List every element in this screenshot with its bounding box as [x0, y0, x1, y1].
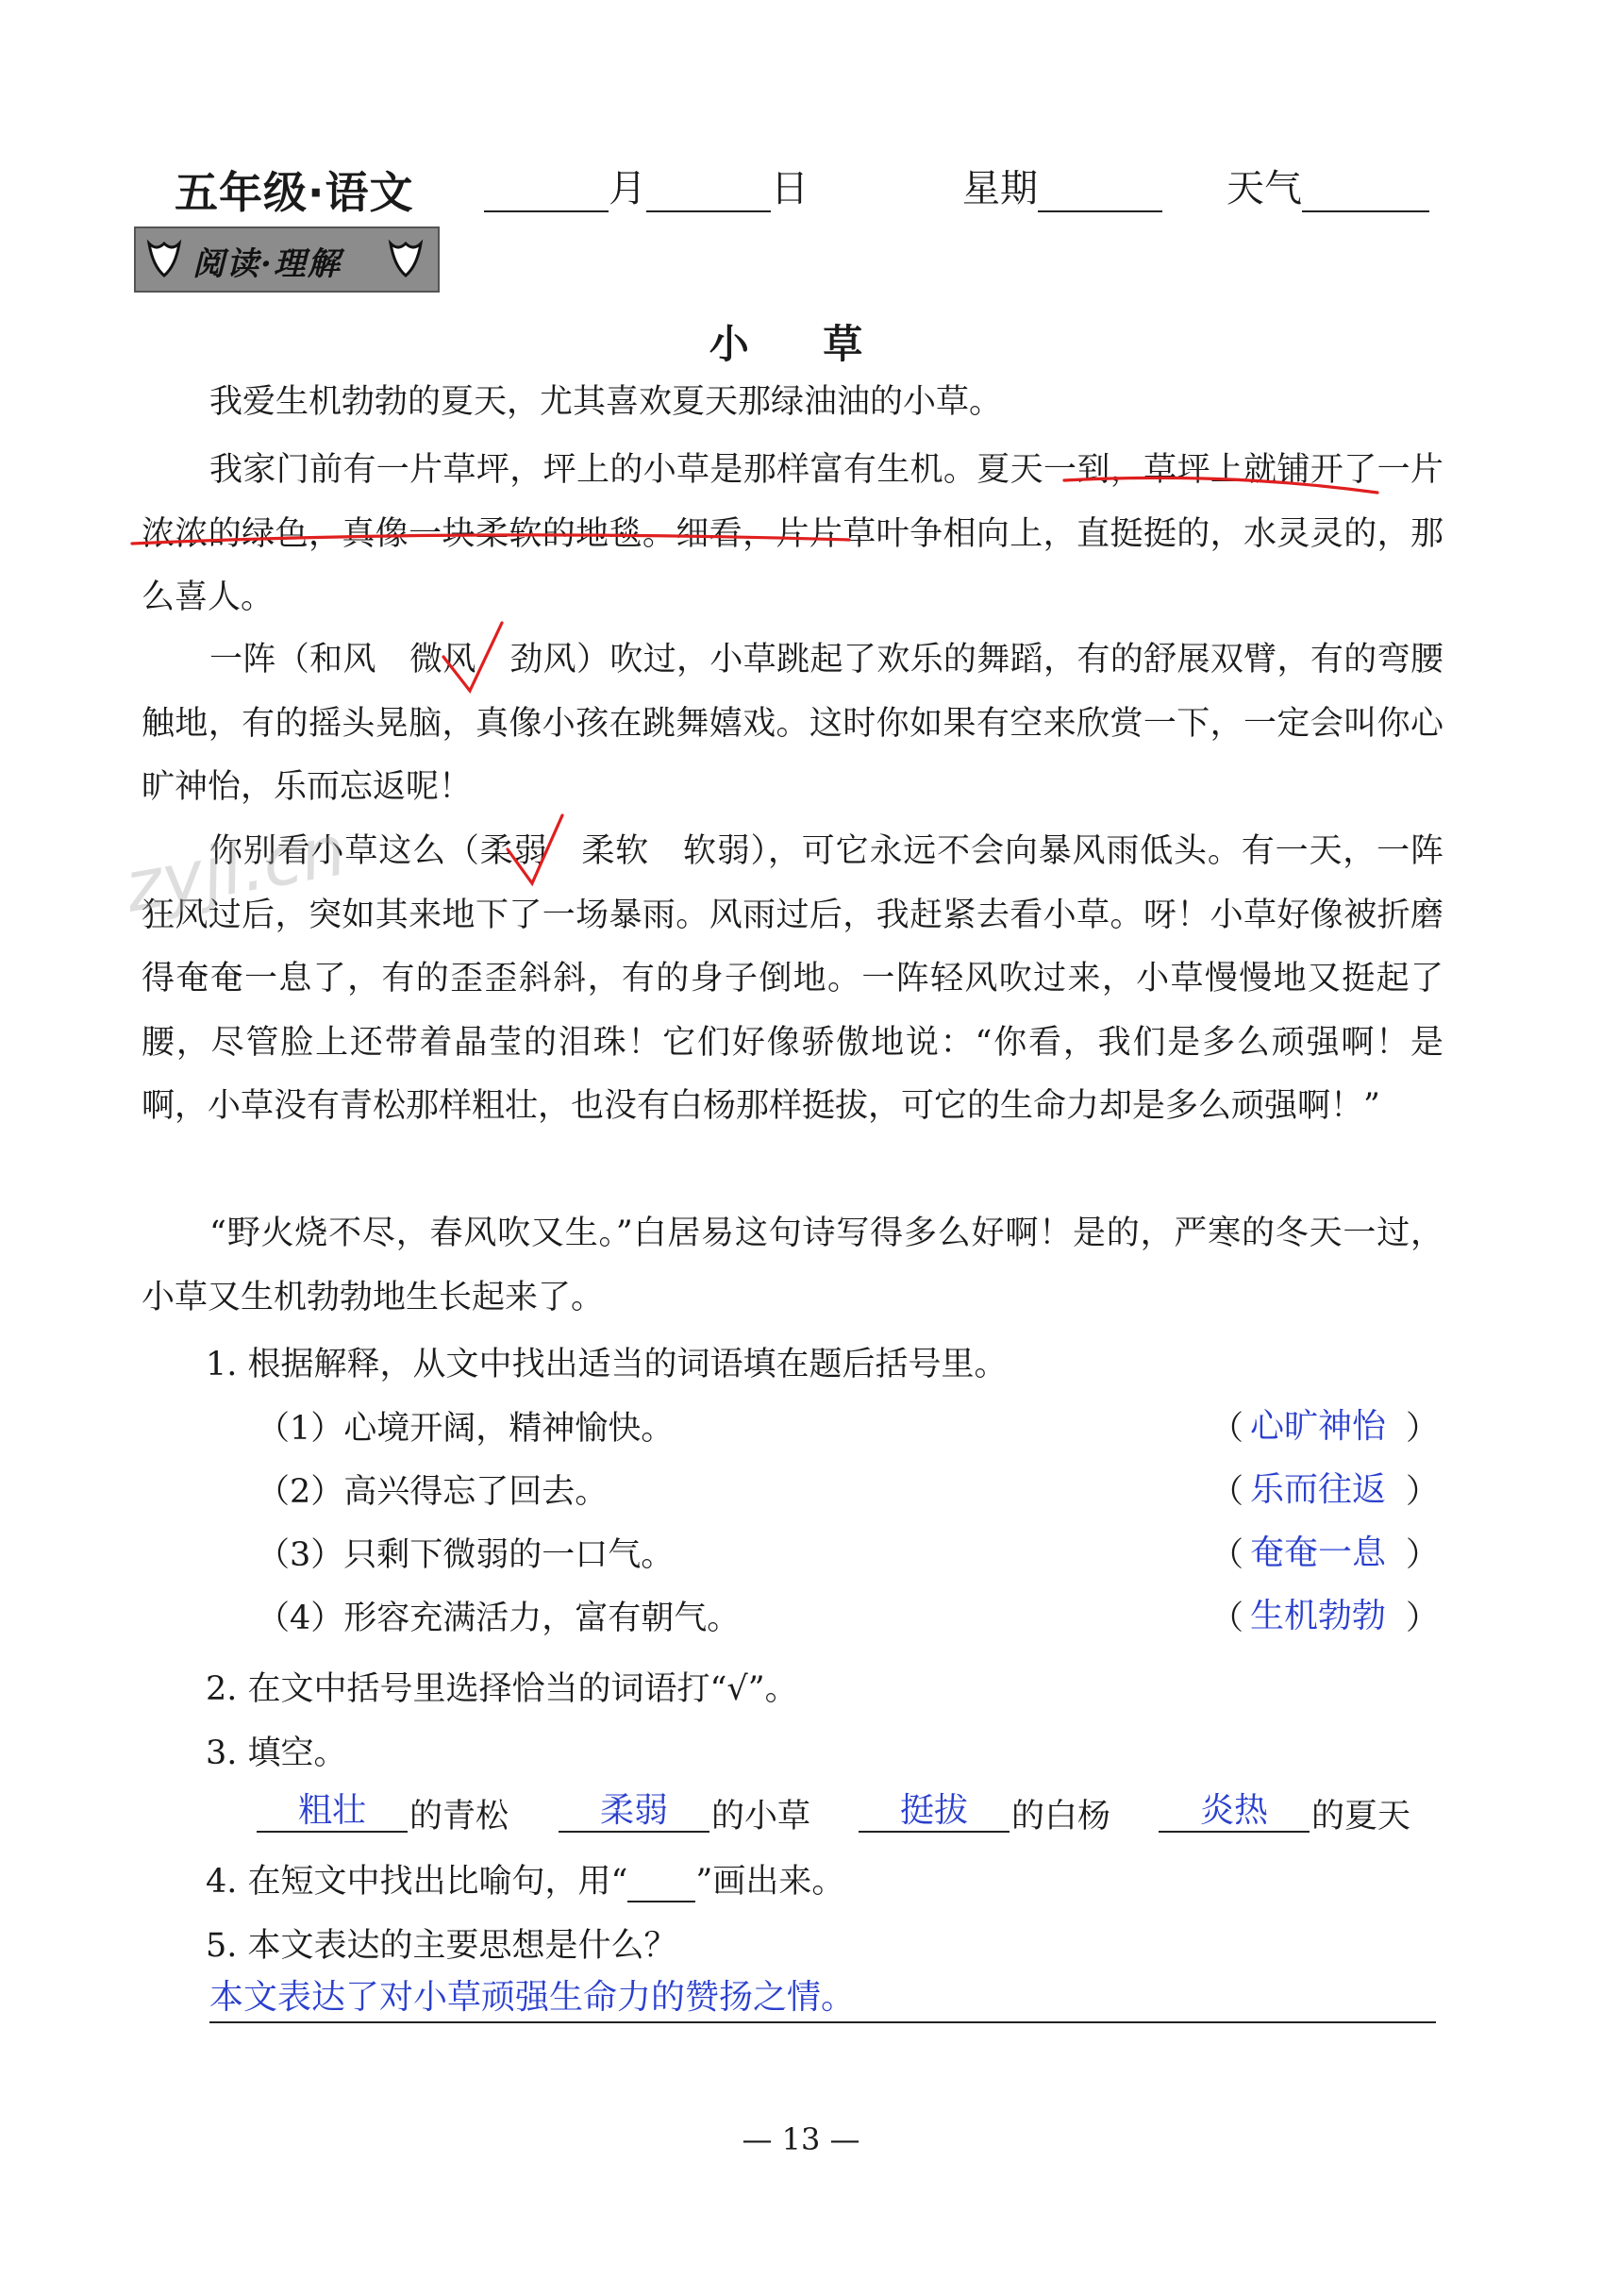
q1-answer-3[interactable]: 奄奄一息	[1250, 1533, 1387, 1572]
q3-answer-4: 炎热	[1199, 1791, 1268, 1830]
answer-paren-close: ）	[1406, 1473, 1440, 1511]
book-title: 五年级·语文	[175, 167, 414, 218]
question-5: 5. 本文表达的主要思想是什么？	[206, 1927, 677, 1965]
page-number: — 13 —	[742, 2121, 860, 2157]
question-4-text-a: 4. 在短文中找出比喻句，用“	[206, 1863, 628, 1901]
month-label: 月	[609, 167, 646, 210]
paragraph-1: 我爱生机勃勃的夏天，尤其喜欢夏天那绿油油的小草。	[209, 383, 1003, 421]
article-title: 小 草	[709, 321, 893, 367]
q1-answer-2[interactable]: 乐而往返	[1250, 1470, 1387, 1509]
section-tag-label: 阅读·理解	[192, 245, 342, 283]
check-mark	[508, 815, 562, 883]
paragraph-5: “野火烧不尽，春风吹又生。”白居易这句诗写得多么好啊！是的，严寒的冬天一过，小草又生机勃勃地生长起来了。	[142, 1215, 1443, 1316]
question-4	[206, 1855, 844, 1902]
q3-suffix-1: 的青松	[409, 1798, 509, 1835]
q5-answer-line[interactable]	[209, 1970, 1436, 2023]
underline-sample	[627, 1872, 695, 1902]
answer-paren-open: （	[1210, 1600, 1244, 1637]
underline-mark	[1064, 478, 1377, 493]
weekday-label: 星期	[962, 167, 1038, 210]
paragraph-2: 我家门前有一片草坪，坪上的小草是那样富有生机。夏天一到，草坪上就铺开了一片浓浓的绿色，真像一块柔软的地毯。细看，片片草叶争相向上，直挺挺的，水灵灵的，那么喜人。	[142, 451, 1443, 616]
q3-suffix-2: 的小草	[711, 1798, 811, 1835]
question-2: 2. 在文中括号里选择恰当的词语打“√”。	[206, 1670, 798, 1708]
q3-blank-2[interactable]	[559, 1784, 709, 1833]
q5-answer: 本文表达了对小草顽强生命力的赞扬之情。	[209, 1978, 856, 2017]
answer-paren-close: ）	[1406, 1410, 1440, 1448]
q1-item-1: （1）心境开阔，精神愉快。	[257, 1410, 675, 1448]
q3-blank-4[interactable]	[1159, 1784, 1310, 1833]
underline-mark	[132, 535, 849, 544]
q3-suffix-3: 的白杨	[1011, 1798, 1111, 1835]
answer-paren-close: ）	[1406, 1600, 1440, 1637]
question-3: 3. 填空。	[206, 1735, 347, 1772]
q3-answer-2: 柔弱	[599, 1791, 668, 1830]
day-label: 日	[771, 167, 809, 210]
q3-answer-1: 粗壮	[297, 1791, 366, 1830]
answer-paren-open: （	[1210, 1410, 1244, 1448]
q3-suffix-4: 的夏天	[1311, 1798, 1411, 1835]
answer-paren-open: （	[1210, 1473, 1244, 1511]
question-1: 1. 根据解释，从文中找出适当的词语填在题后括号里。	[206, 1346, 1008, 1383]
answer-paren-open: （	[1210, 1536, 1244, 1574]
watermark: zyjl.cn	[119, 810, 352, 929]
answer-paren-close: ）	[1406, 1536, 1440, 1574]
q1-item-4: （4）形容充满活力，富有朝气。	[257, 1600, 741, 1637]
q3-blank-1[interactable]	[257, 1784, 408, 1833]
q1-item-3: （3）只剩下微弱的一口气。	[257, 1536, 675, 1574]
q1-answer-1[interactable]: 心旷神怡	[1250, 1407, 1387, 1446]
q1-answer-4[interactable]: 生机勃勃	[1250, 1597, 1387, 1635]
q3-answer-3: 挺拔	[899, 1791, 968, 1830]
paragraph-4: 你别看小草这么（柔弱 柔软 软弱），可它永远不会向暴风雨低头。有一天，一阵狂风过后，突如其来地下了一场暴雨。风雨过后，我赶紧去看小草。呀！小草好像被折磨得奄奄一息了，有的歪歪斜斜，有的身子倒地。一阵轻风吹过来，小草慢慢地又挺起了腰，尽管脸上还带着晶莹的泪珠！它们好像骄傲地说：“你看，我们是多么顽强啊！是啊，小草没有青松那样粗壮，也没有白杨那样挺拔，可它的生命力却是多么顽强啊！”	[142, 832, 1443, 1125]
weather-label: 天气	[1227, 167, 1302, 210]
check-mark	[443, 623, 502, 691]
paragraph-3: 一阵（和风 微风 劲风）吹过，小草跳起了欢乐的舞蹈，有的舒展双臂，有的弯腰触地，有的摇头晃脑，真像小孩在跳舞嬉戏。这时你如果有空来欣赏一下，一定会叫你心旷神怡，乐而忘返呢！	[142, 641, 1443, 806]
question-4-text-b: ”画出来。	[695, 1863, 845, 1901]
q3-blank-3[interactable]	[859, 1784, 1010, 1833]
q1-item-2: （2）高兴得忘了回去。	[257, 1473, 609, 1511]
